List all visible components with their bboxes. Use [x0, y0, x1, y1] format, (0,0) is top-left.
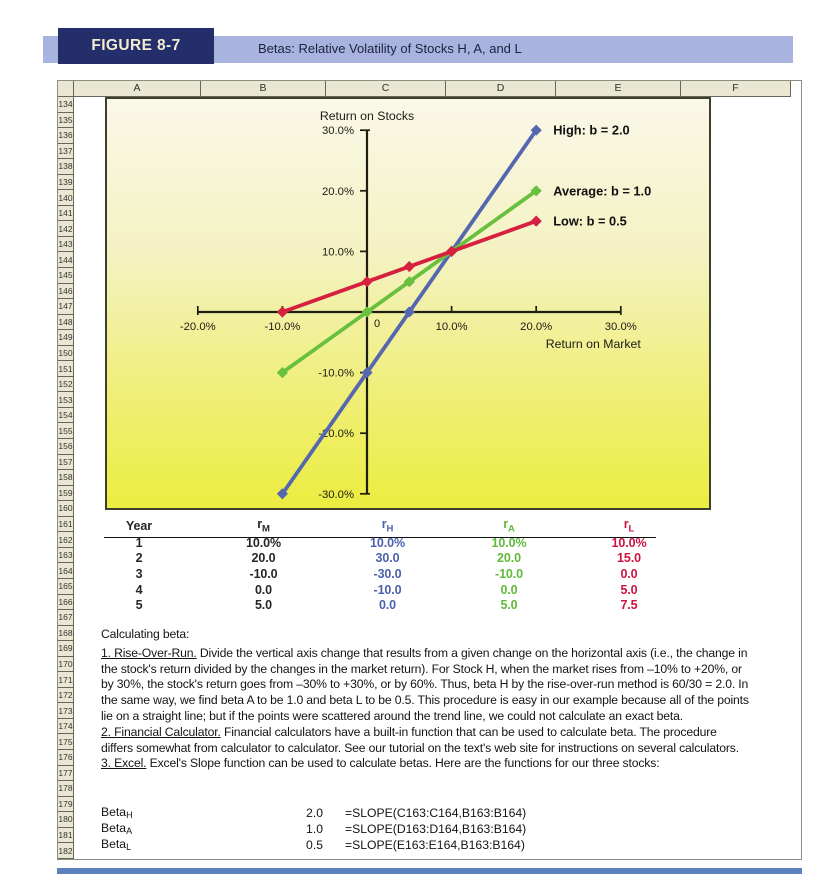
column-header-A: A — [74, 81, 201, 97]
table-column-header: $r_A$ — [503, 517, 515, 535]
table-row — [77, 582, 689, 598]
row-header-142: 142 — [58, 221, 74, 237]
row-header-168: 168 — [58, 626, 74, 642]
notes — [101, 627, 751, 772]
row-header-155: 155 — [58, 423, 74, 439]
beta-value: 2.0 — [306, 805, 323, 820]
row-header-169: 169 — [58, 641, 74, 657]
row-header-154: 154 — [58, 408, 74, 424]
note-paragraph — [101, 725, 751, 757]
row-header-181: 181 — [58, 828, 74, 844]
column-header-D: D — [446, 81, 556, 97]
row-header-182: 182 — [58, 843, 74, 859]
row-header-157: 157 — [58, 455, 74, 471]
row-header-160: 160 — [58, 501, 74, 517]
table-column-header: Year — [125, 519, 153, 533]
table-cell: 7.5 — [620, 598, 638, 613]
beta-row — [101, 837, 526, 853]
table-cell: 15.0 — [617, 551, 641, 566]
note-lead: 3. Excel. — [101, 756, 147, 771]
svg-text:10.0%: 10.0% — [321, 246, 354, 259]
column-headers — [58, 81, 791, 97]
note-body: Divide the vertical axis change that results from a given change on the horizontal axis (i.e., the change in the stock's return divided by the changes in the market return). For Stock H, when the market rises from –10% to +20%, or by 30%, the stock's return goes from –30% to +30%, or by 60%. Thus, beta H by the rise-over-run method is 60/30 = 2.0. In the same way, we find beta A to be 1.0 and beta L to be 0.5. This procedure is easy in our example because all of the points lie on a straight line; but if the points were scattered around the trend line, we could not calculate an exact beta. — [101, 645, 749, 723]
row-header-150: 150 — [58, 346, 74, 362]
beta-chart-svg — [107, 99, 709, 508]
row-header-159: 159 — [58, 486, 74, 502]
row-headers — [58, 97, 74, 859]
svg-text:-20.0%: -20.0% — [179, 321, 216, 333]
table-cell: 3 — [135, 566, 143, 581]
row-header-173: 173 — [58, 703, 74, 719]
row-header-161: 161 — [58, 517, 74, 533]
note-body: Excel's Slope function can be used to calculate betas. Here are the functions for our three stocks: — [146, 756, 660, 771]
row-header-179: 179 — [58, 797, 74, 813]
table-cell: 10.0% — [491, 535, 527, 550]
table-cell: 20.0 — [497, 551, 521, 566]
row-header-136: 136 — [58, 128, 74, 144]
row-header-135: 135 — [58, 113, 74, 129]
table-cell: 0.0 — [500, 582, 518, 597]
row-header-163: 163 — [58, 548, 74, 564]
row-header-171: 171 — [58, 672, 74, 688]
corner-cell — [58, 81, 74, 97]
note-lead: 2. Financial Calculator. — [101, 724, 221, 739]
row-header-164: 164 — [58, 563, 74, 579]
table-row — [77, 566, 689, 582]
row-header-158: 158 — [58, 470, 74, 486]
table-cell: 30.0 — [375, 551, 400, 566]
table-cell: 5 — [135, 598, 143, 613]
svg-text:20.0%: 20.0% — [520, 321, 553, 333]
table-cell: 0.0 — [378, 598, 397, 613]
svg-text:0: 0 — [374, 318, 381, 330]
svg-text:-30.0%: -30.0% — [318, 488, 354, 501]
table-cell: 10.0% — [611, 535, 647, 550]
row-header-162: 162 — [58, 532, 74, 548]
svg-text:20.0%: 20.0% — [321, 185, 354, 198]
table-cell: -30.0 — [373, 566, 402, 581]
table-cell: 5.0 — [254, 598, 273, 613]
column-header-E: E — [556, 81, 681, 97]
svg-text:Return on Stocks: Return on Stocks — [319, 109, 415, 123]
svg-text:Low: b = 0.5: Low: b = 0.5 — [553, 213, 627, 229]
row-header-145: 145 — [58, 268, 74, 284]
table-cell: -10.0 — [373, 582, 402, 597]
figure-label-chip — [58, 28, 214, 64]
table-cell: 5.0 — [620, 582, 638, 597]
beta-label: BetaL — [101, 837, 132, 853]
figure-label: FIGURE 8-7 — [91, 37, 181, 54]
row-header-174: 174 — [58, 719, 74, 735]
svg-text:Average: b = 1.0: Average: b = 1.0 — [553, 183, 652, 199]
row-header-153: 153 — [58, 392, 74, 408]
row-header-138: 138 — [58, 159, 74, 175]
table-cell: 0.0 — [620, 566, 638, 581]
column-header-B: B — [201, 81, 326, 97]
row-header-178: 178 — [58, 781, 74, 797]
table-column-header: $r_M$ — [257, 517, 270, 535]
row-header-141: 141 — [58, 206, 74, 222]
svg-text:30.0%: 30.0% — [321, 125, 354, 138]
table-cell: 4 — [135, 582, 143, 597]
row-header-167: 167 — [58, 610, 74, 626]
spreadsheet — [57, 80, 802, 860]
svg-text:Return on Market: Return on Market — [545, 337, 641, 351]
row-header-177: 177 — [58, 766, 74, 782]
returns-table — [77, 517, 689, 613]
table-cell: -10.0 — [495, 566, 523, 581]
svg-text:High: b = 2.0: High: b = 2.0 — [553, 122, 630, 138]
table-cell: 20.0 — [251, 551, 276, 566]
row-header-175: 175 — [58, 734, 74, 750]
table-cell: 10.0% — [370, 535, 405, 550]
beta-formula: =SLOPE(C163:C164,B163:B164) — [345, 805, 527, 820]
table-header-row — [77, 517, 689, 535]
note-lead: 1. Rise-Over-Run. — [101, 645, 197, 660]
beta-row — [101, 821, 526, 837]
table-cell: 10.0% — [246, 535, 281, 550]
svg-text:10.0%: 10.0% — [435, 321, 468, 333]
row-header-172: 172 — [58, 688, 74, 704]
beta-label: BetaA — [101, 821, 133, 837]
table-cell: 0.0 — [254, 582, 273, 597]
table-cell: 1 — [135, 535, 143, 550]
row-header-170: 170 — [58, 657, 74, 673]
beta-value: 1.0 — [306, 821, 323, 836]
beta-formula: =SLOPE(D163:D164,B163:B164) — [345, 821, 527, 836]
table-column-header: $r_L$ — [623, 517, 635, 535]
row-header-166: 166 — [58, 595, 74, 611]
table-cell: -10.0 — [249, 566, 278, 581]
beta-label: BetaH — [101, 805, 133, 821]
row-header-176: 176 — [58, 750, 74, 766]
beta-results — [101, 805, 526, 853]
row-header-165: 165 — [58, 579, 74, 595]
column-header-C: C — [326, 81, 446, 97]
row-header-149: 149 — [58, 330, 74, 346]
column-header-F: F — [681, 81, 791, 97]
table-column-header: $r_H$ — [381, 517, 394, 535]
row-header-144: 144 — [58, 252, 74, 268]
row-header-134: 134 — [58, 97, 74, 113]
row-header-143: 143 — [58, 237, 74, 253]
table-header-rule — [104, 537, 656, 538]
svg-text:-20.0%: -20.0% — [318, 428, 354, 441]
notes-heading: Calculating beta: — [101, 627, 190, 641]
row-header-156: 156 — [58, 439, 74, 455]
row-header-146: 146 — [58, 284, 74, 300]
row-header-180: 180 — [58, 812, 74, 828]
row-header-147: 147 — [58, 299, 74, 315]
row-header-148: 148 — [58, 315, 74, 331]
bottom-rule — [57, 868, 802, 874]
svg-text:-10.0%: -10.0% — [264, 321, 301, 333]
figure-title: Betas: Relative Volatility of Stocks H, A, and L — [258, 41, 522, 56]
table-cell: 5.0 — [500, 598, 518, 613]
row-header-151: 151 — [58, 361, 74, 377]
beta-chart — [105, 97, 711, 510]
row-header-152: 152 — [58, 377, 74, 393]
row-header-137: 137 — [58, 144, 74, 160]
table-row — [77, 597, 689, 613]
svg-text:30.0%: 30.0% — [604, 321, 637, 333]
beta-value: 0.5 — [306, 837, 323, 852]
note-paragraph — [101, 756, 751, 772]
row-header-140: 140 — [58, 190, 74, 206]
row-header-139: 139 — [58, 175, 74, 191]
table-row — [77, 551, 689, 567]
beta-formula: =SLOPE(E163:E164,B163:B164) — [345, 837, 525, 852]
beta-row — [101, 805, 526, 821]
svg-text:-10.0%: -10.0% — [318, 367, 354, 380]
table-cell: 2 — [135, 551, 143, 566]
note-body: Financial calculators have a built-in function that can be used to calculate beta. The procedure differs somewhat from calculator to calculator. See our tutorial on the text's web site for instructions on several calculators. — [101, 724, 739, 755]
note-paragraph — [101, 646, 751, 725]
